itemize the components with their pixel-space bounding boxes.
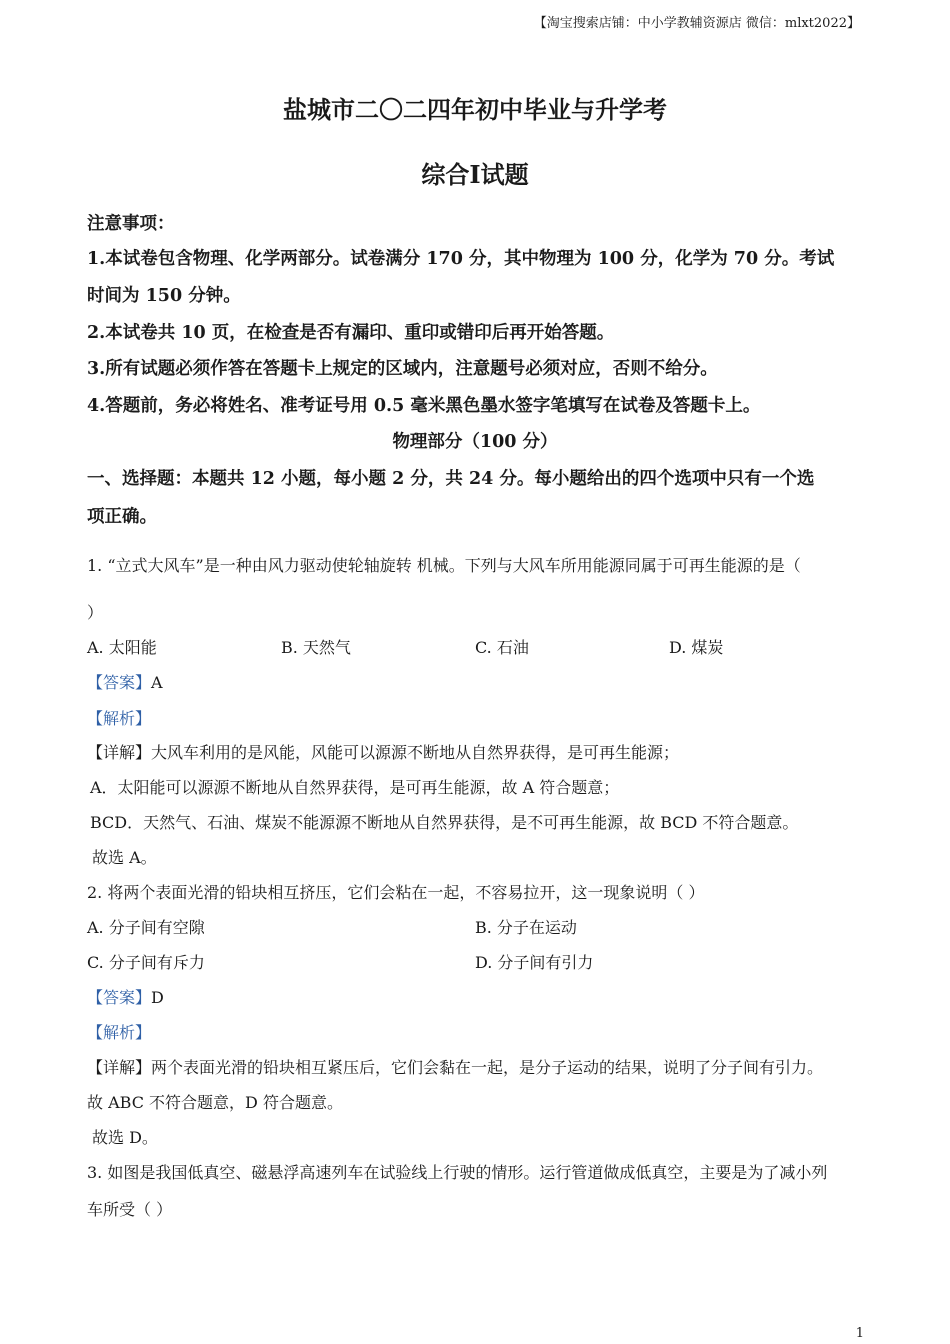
q1-option-d: D. 煤炭 [669,638,724,657]
q1-detail-text: 大风车利用的是风能，风能可以源源不断地从自然界获得，是可再生能源； [151,743,680,762]
detail-tag: 【详解】 [87,743,152,762]
q3-stem-cont: 车所受（ ） [87,1200,173,1219]
q2-option-a: A. 分子间有空隙 [87,918,205,937]
notice-item-1-cont: 时间为 150 分钟。 [87,286,241,306]
answer-tag: 【答案】 [87,988,152,1007]
q1-answer [87,670,163,693]
section-1-heading: 一、选择题：本题共 12 小题，每小题 2 分，共 24 分。每小题给出的四个选项中只有一个选 [87,469,815,489]
q2-answer-value: D [151,988,164,1007]
q1-stem-cont: ） [87,603,104,622]
page-title: 盐城市二〇二四年初中毕业与升学考 [283,95,667,124]
physics-section-heading: 物理部分（100 分） [392,432,558,452]
q3-stem: 3. 如图是我国低真空、磁悬浮高速列车在试验线上行驶的情形。运行管道做成低真空，主要是为了减小列 [87,1163,828,1182]
q2-analysis-tag: 【解析】 [87,1023,152,1042]
q1-analysis-tag: 【解析】 [87,709,152,728]
q2-answer [87,985,164,1008]
notice-heading: 注意事项： [87,214,175,234]
page-subtitle: 综合Ⅰ试题 [421,160,529,189]
q1-option-b: B. 天然气 [281,638,351,657]
notice-item-2: 2.本试卷共 10 页，在检查是否有漏印、重印或错印后再开始答题。 [87,323,615,343]
detail-tag: 【详解】 [87,1058,152,1077]
page-number: 1 [855,1326,864,1341]
notice-item-4: 4.答题前，务必将姓名、准考证号用 0.5 毫米黑色墨水签字笔填写在试卷及答题卡上。 [87,396,761,416]
q2-detail [87,1055,823,1078]
q1-stem: 1. “立式大风车”是一种由风力驱动使轮轴旋转 机械。下列与大风车所用能源同属于可再生能源的是（ [87,556,801,575]
header-note: 【淘宝搜索店铺：中小学教辅资源店 微信：mlxt2022】 [533,16,860,31]
q1-option-a: A. 太阳能 [87,638,157,657]
q2-stem: 2. 将两个表面光滑的铅块相互挤压，它们会粘在一起，不容易拉开，这一现象说明（ ） [87,883,705,902]
q2-option-d: D. 分子间有引力 [475,953,594,972]
section-1-heading-cont: 项正确。 [87,507,157,527]
q2-option-b: B. 分子在运动 [475,918,577,937]
q2-choose: 故选 D。 [92,1128,158,1147]
notice-item-1: 1.本试卷包含物理、化学两部分。试卷满分 170 分，其中物理为 100 分，化学为 70 分。考试 [87,249,835,269]
q1-answer-value: A [151,673,163,692]
q2-detail-text: 两个表面光滑的铅块相互紧压后，它们会黏在一起，是分子运动的结果，说明了分子间有引力。 [151,1058,824,1077]
q1-choose: 故选 A。 [92,848,157,867]
q1-option-c: C. 石油 [475,638,529,657]
q2-option-c: C. 分子间有斥力 [87,953,205,972]
q1-detail-bcd: BCD．天然气、石油、煤炭不能源源不断地从自然界获得，是不可再生能源，故 BCD 不符合题意。 [90,813,799,832]
answer-tag: 【答案】 [87,673,152,692]
q2-detail-cont: 故 ABC 不符合题意，D 符合题意。 [87,1093,343,1112]
q1-detail-a: A．太阳能可以源源不断地从自然界获得，是可再生能源，故 A 符合题意； [90,778,620,797]
q1-detail [87,740,679,763]
notice-item-3: 3.所有试题必须作答在答题卡上规定的区域内，注意题号必须对应，否则不给分。 [87,359,718,379]
